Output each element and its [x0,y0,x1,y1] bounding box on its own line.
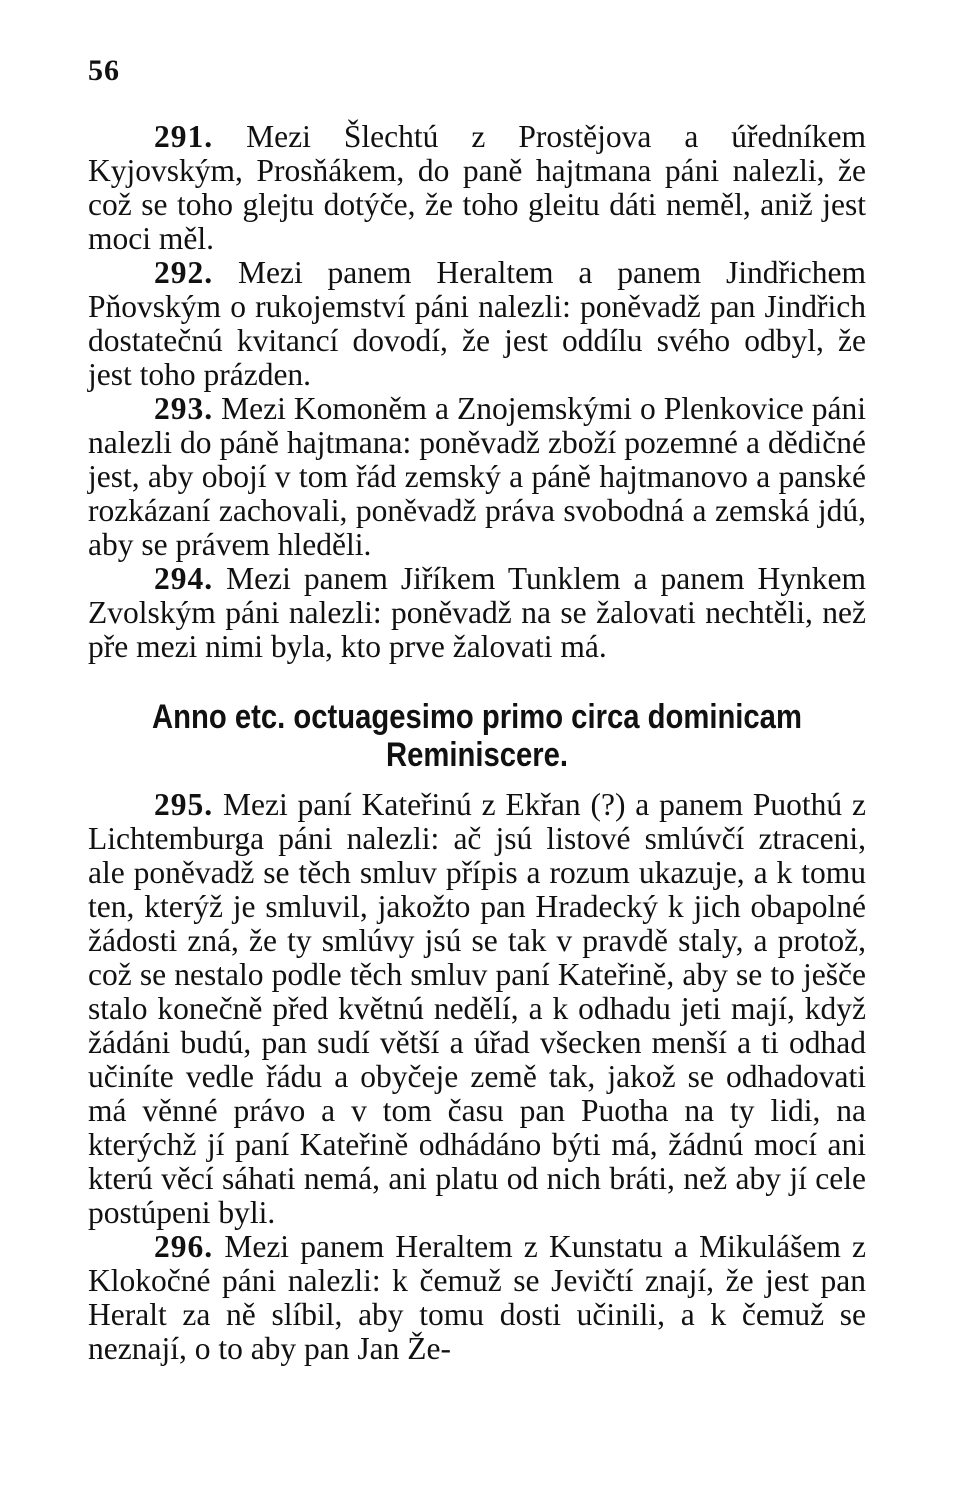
entry-296 [88,1230,866,1366]
entry-number: 295. [154,787,214,822]
entry-text: Mezi panem Heraltem z Kunstatu a Mikulášem z Klokočné páni nalezli: k čemuž se Jevičtí znají, že jest pan Heralt za ně slíbil, aby tomu dosti učinili, a k čemuž se neznají, o to aby pan Jan Že- [88,1229,867,1366]
entry-292 [88,256,866,392]
entry-text: Mezi paní Kateřinú z Ekřan (?) a panem Puothú z Lichtemburga páni nalezli: ač jsú listové smlúvčí ztraceni, ale poněvadž se těch smluv přípis a rozum ukazuje, a k tomu ten, kterýž je smluvil, jakožto pan Hradecký k jich obapolné žádosti zná, že ty smlúvy jsú se tak v pravdě staly, a protož, což se nestalo podle těch smluv paní Kateřině, aby se to ješče stalo konečně před květnú nedělí, a k odhadu jeti mají, když žádáni budú, pan sudí větší a úřad všecken menší a ti odhad učiníte vedle řádu a obyčeje země tak, jakož se odhadovati má věnné právo a v tom času pan Puotha na ty lidi, na kterýchž jí paní Kateřině odhádáno býti má, žádnú mocí ani kterú věcí sáhati nemá, ani platu od nich bráti, než aby jí cele postúpeni byli. [88,787,867,1230]
entry-number: 296. [154,1229,214,1264]
entry-number: 292. [154,255,214,290]
page-body [88,120,866,1366]
section-heading: Anno etc. octuagesimo primo circa dominicam Reminiscere. [152,698,802,774]
entry-number: 294. [154,561,214,596]
entry-text: Mezi Komoněm a Znojemskými o Plenkovice páni nalezli do páně hajtmana: poněvadž zboží pozemné a dědičné jest, aby obojí v tom řád zemský a páně hajtmanovo a panské rozkázaní zachovali, poněvadž práva svobodná a zemská jdú, aby se právem hleděli. [88,391,867,562]
entry-text: Mezi Šlechtú z Prostějova a úředníkem Kyjovským, Prosňákem, do paně hajtmana páni nalezli, že což se toho glejtu dotýče, že toho gleitu dáti neměl, aniž jest moci měl. [88,119,867,256]
entry-293 [88,392,866,562]
entry-295 [88,788,866,1230]
entry-291 [88,120,866,256]
entry-text: Mezi panem Heraltem a panem Jindřichem Pňovským o rukojemství páni nalezli: poněvadž pan Jindřich dostatečnú kvitancí dovodí, že jest oddílu svého odbyl, že jest toho prázden. [88,255,867,392]
page-number: 56 [88,54,120,87]
entry-text: Mezi panem Jiříkem Tunklem a panem Hynkem Zvolským páni nalezli: poněvadž na se žalovati nechtěli, než pře mezi nimi byla, kto prve žalovati má. [88,561,866,664]
entry-number: 291. [154,119,214,154]
entry-294 [88,562,866,664]
entry-number: 293. [154,391,214,426]
